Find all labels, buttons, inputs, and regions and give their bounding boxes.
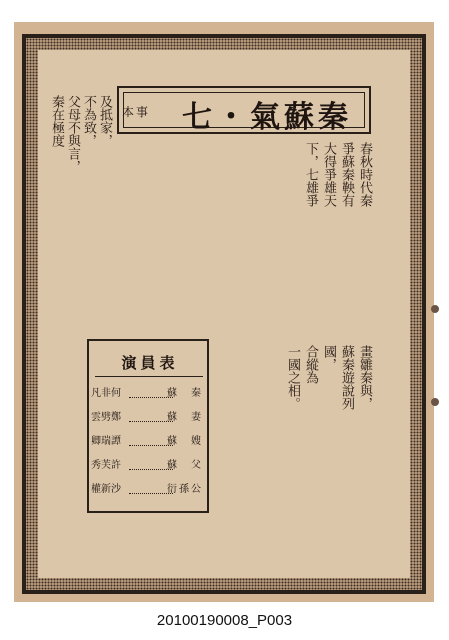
- text-column: 父母不與言，: [65, 95, 80, 173]
- cast-actor: 凡非何: [91, 388, 121, 399]
- cast-role: 蘇 妻: [167, 412, 203, 423]
- cast-divider: [95, 376, 203, 377]
- image-caption: 20100190008_P003: [156, 612, 293, 629]
- cast-role: 蘇 秦: [167, 388, 203, 399]
- text-column: 蘇秦遊說列: [339, 345, 354, 410]
- text-column: 爭蘇秦鞅有: [339, 142, 354, 207]
- cast-role: 蘇 父: [167, 460, 203, 471]
- text-column: 下，七雄爭: [303, 142, 318, 207]
- cast-row: [89, 455, 209, 477]
- cast-row: [89, 383, 209, 405]
- text-column: 合縱為: [303, 345, 318, 384]
- text-column: 秦在極度: [49, 95, 64, 147]
- page-subtitle: 本事: [122, 105, 151, 119]
- cast-actor: 秀芙許: [91, 460, 121, 471]
- cast-actor: 雲劈鄭: [91, 412, 121, 423]
- text-column: 大得爭雄天: [321, 142, 336, 207]
- text-column: 畫雛秦與，: [357, 345, 372, 410]
- text-column: 不為致，: [81, 95, 96, 147]
- cast-title: 演員表: [121, 354, 179, 372]
- text-column: 春秋時代秦: [357, 142, 372, 207]
- cast-role: 衍孫公: [167, 484, 203, 495]
- cast-row: [89, 407, 209, 429]
- text-column: 國，: [321, 345, 336, 371]
- cast-row: [89, 431, 209, 453]
- cast-actor: 權新沙: [91, 484, 121, 495]
- binding-hole: [431, 398, 439, 406]
- binding-hole: [431, 305, 439, 313]
- page-title: 七・氣蘇秦: [182, 100, 352, 135]
- cast-row: [89, 479, 209, 501]
- cast-role: 蘇 嫂: [167, 436, 203, 447]
- text-column: 及抵家，: [97, 95, 112, 147]
- cast-actor: 卿瑞譚: [91, 436, 121, 447]
- text-column: 一國之相。: [285, 345, 300, 410]
